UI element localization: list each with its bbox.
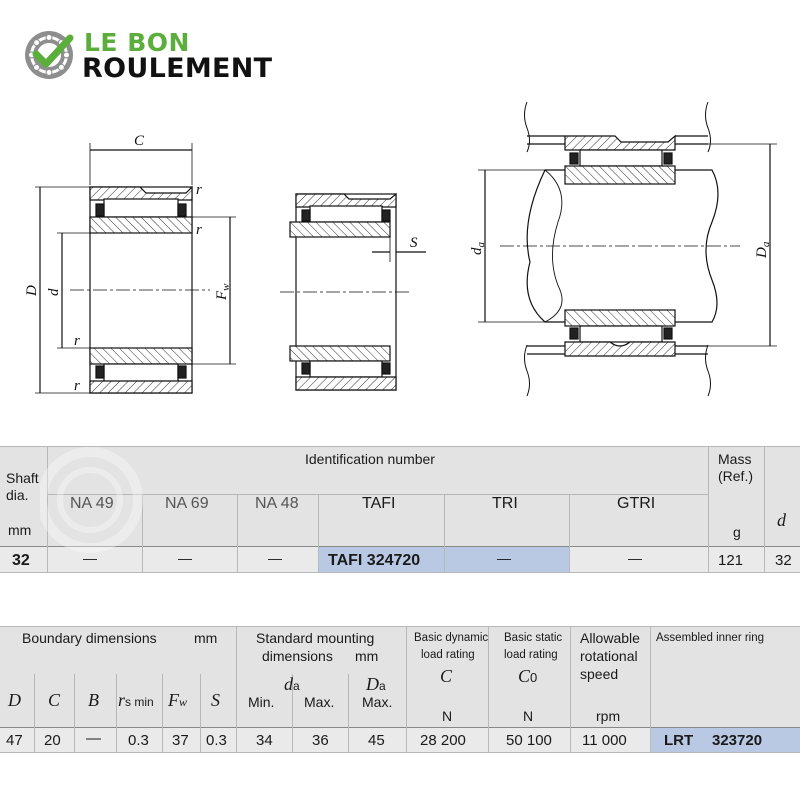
row-r: 0.3: [128, 732, 149, 749]
row-ring-number: 323720: [712, 732, 763, 749]
dim-label-Fw: $F_w$: [214, 283, 232, 300]
mounting-unit: mm: [355, 648, 379, 664]
speed-unit: rpm: [596, 708, 621, 724]
bearing-technical-drawing: [0, 92, 800, 412]
boundary-unit: mm: [194, 630, 218, 646]
dynamic-unit: N: [442, 708, 453, 724]
col-tri: TRI: [492, 495, 518, 512]
row-shaft: 32: [12, 552, 30, 569]
sym-B: B: [88, 690, 99, 710]
Da-max-header: Max.: [362, 694, 393, 710]
col-na48: NA 48: [255, 495, 299, 512]
row-Fw: 37: [172, 732, 189, 749]
d-header: d: [777, 510, 786, 530]
dim-label-d: d: [46, 288, 62, 296]
bearing-section-offset: [280, 194, 426, 390]
mounting-section: [478, 102, 777, 396]
dim-label-Da: $D_a$: [754, 241, 772, 258]
col-na69: NA 69: [165, 495, 209, 512]
sym-Da: Da: [366, 674, 386, 694]
dim-label-r3: r: [74, 333, 80, 349]
row-ring-prefix: LRT: [664, 732, 694, 749]
identification-header: Identification number: [305, 451, 435, 467]
row-da-max: 36: [312, 732, 329, 749]
static-symbol: C0: [518, 666, 538, 686]
sym-Fw: Fw: [168, 690, 188, 710]
bearing-logo-icon: [24, 28, 78, 82]
row-S: 0.3: [206, 732, 227, 749]
row-d: 32: [775, 552, 792, 569]
col-gtri: GTRI: [617, 495, 656, 512]
row-C: 20: [44, 732, 61, 749]
dim-label-r4: r: [74, 378, 80, 394]
shaft-unit: mm: [8, 522, 32, 538]
inner-ring-header: Assembled inner ring: [656, 632, 765, 644]
row-B: —: [86, 730, 101, 747]
speed-header-1: Allowable: [580, 630, 640, 646]
mass-unit: g: [733, 524, 741, 540]
row-D: 47: [6, 732, 23, 749]
static-header-1: Basic static: [504, 632, 563, 644]
row-mass: 121: [718, 552, 744, 569]
mounting-header-2: dimensions: [262, 648, 333, 664]
sym-D: D: [8, 690, 21, 710]
dim-label-S: S: [410, 235, 418, 251]
speed-header-3: speed: [580, 666, 619, 682]
logo-text-bottom: ROULEMENT: [82, 53, 273, 84]
boundary-header: Boundary dimensions: [22, 630, 157, 646]
row-tafi: TAFI 324720: [328, 552, 421, 569]
mass-header: Mass (Ref.): [718, 451, 753, 484]
sym-C: C: [48, 690, 61, 710]
da-max-header: Max.: [304, 694, 335, 710]
logo-text-top: LE BON: [84, 28, 190, 57]
speed-header-2: rotational: [580, 648, 638, 664]
dimensions-table: [0, 626, 800, 754]
da-min-header: Min.: [248, 694, 275, 710]
sym-S: S: [211, 690, 220, 710]
brand-logo: [24, 26, 294, 86]
dynamic-header-2: load rating: [421, 649, 475, 661]
dim-label-C: C: [134, 133, 145, 149]
col-na49: NA 49: [70, 495, 114, 512]
row-gtri: —: [628, 550, 642, 566]
sym-rsmin: rs min: [118, 690, 154, 710]
watermark-bearing-icon: [40, 430, 160, 570]
static-header-2: load rating: [504, 649, 558, 661]
sym-da: da: [284, 674, 300, 694]
row-na49: —: [83, 550, 97, 566]
row-speed: 11 000: [582, 732, 627, 749]
row-da-min: 34: [256, 732, 273, 749]
row-tri: —: [497, 550, 511, 566]
col-tafi: TAFI: [362, 495, 396, 512]
row-na69: —: [178, 550, 192, 566]
bearing-section-full: [35, 143, 236, 393]
dim-label-da: $d_a$: [469, 242, 487, 255]
dynamic-header-1: Basic dynamic: [414, 632, 489, 644]
dynamic-symbol: C: [440, 666, 453, 686]
row-na48: —: [268, 550, 282, 566]
mounting-header: Standard mounting: [256, 630, 375, 646]
dim-label-r2: r: [196, 222, 202, 238]
dim-label-D: D: [24, 285, 40, 296]
dim-label-r1: r: [196, 182, 202, 198]
static-unit: N: [523, 708, 534, 724]
shaft-dia-header: Shaft dia.: [6, 470, 39, 503]
row-Da-max: 45: [368, 732, 385, 749]
row-C0: 50 100: [506, 732, 552, 749]
row-Cr: 28 200: [420, 732, 466, 749]
